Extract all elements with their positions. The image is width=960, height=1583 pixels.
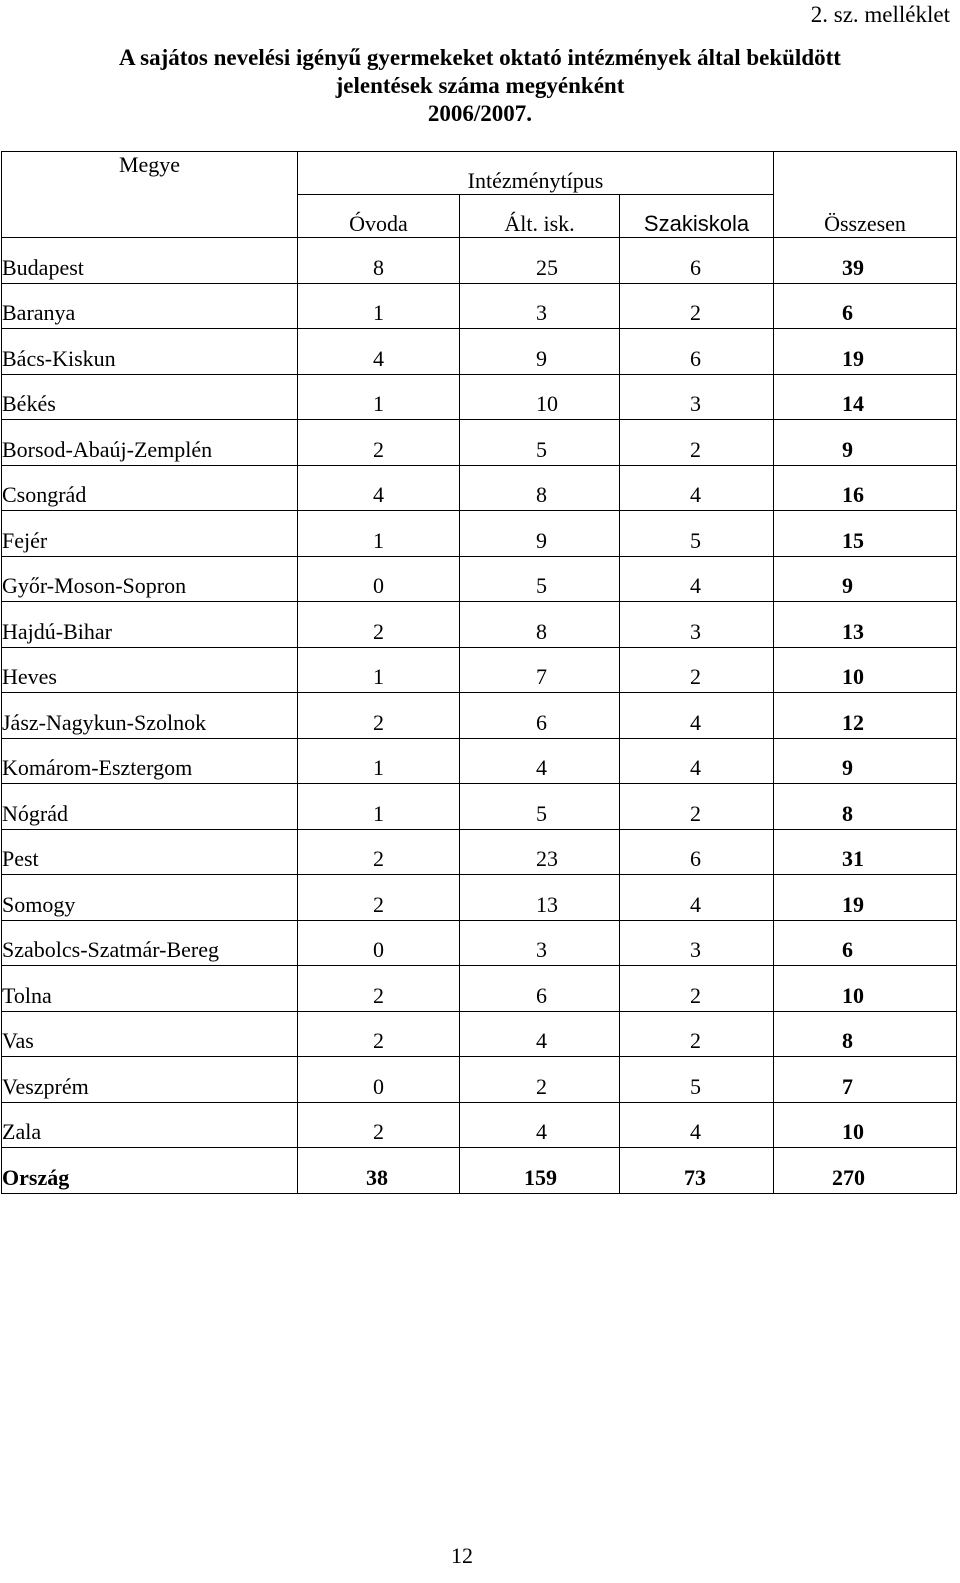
szakiskola-count-cell: 4: [620, 556, 774, 602]
total-count-cell: 9: [774, 556, 957, 602]
total-count-cell: 6: [774, 920, 957, 966]
header-institution-type: Intézménytípus: [298, 152, 774, 195]
alt-isk-count-cell: 25: [460, 238, 620, 284]
alt-isk-count-cell: 2: [460, 1057, 620, 1103]
county-cell: Budapest: [2, 238, 298, 284]
ovoda-count-cell: 0: [298, 920, 460, 966]
table-row: [2, 647, 957, 693]
alt-isk-count-cell: 9: [460, 511, 620, 557]
total-count-cell: 6: [774, 283, 957, 329]
szakiskola-count-cell: 4: [620, 738, 774, 784]
szakiskola-count-cell: 2: [620, 647, 774, 693]
total-count-cell: 19: [774, 329, 957, 375]
ovoda-count-cell: 1: [298, 511, 460, 557]
county-cell: Békés: [2, 374, 298, 420]
county-cell: Győr-Moson-Sopron: [2, 556, 298, 602]
county-cell: Tolna: [2, 966, 298, 1012]
table-row: [2, 1011, 957, 1057]
total-count-cell: 10: [774, 966, 957, 1012]
alt-isk-count-cell: 3: [460, 920, 620, 966]
ovoda-count-cell: 8: [298, 238, 460, 284]
szakiskola-count-cell: 73: [620, 1148, 774, 1194]
szakiskola-count-cell: 5: [620, 511, 774, 557]
table-row: [2, 238, 957, 284]
table-row: [2, 1102, 957, 1148]
szakiskola-count-cell: 2: [620, 420, 774, 466]
ovoda-count-cell: 38: [298, 1148, 460, 1194]
total-count-cell: 10: [774, 647, 957, 693]
alt-isk-count-cell: 6: [460, 693, 620, 739]
alt-isk-count-cell: 4: [460, 1102, 620, 1148]
total-count-cell: 8: [774, 1011, 957, 1057]
szakiskola-count-cell: 6: [620, 238, 774, 284]
table-row: [2, 511, 957, 557]
county-cell: Nógrád: [2, 784, 298, 830]
total-count-cell: 12: [774, 693, 957, 739]
table-row: [2, 966, 957, 1012]
alt-isk-count-cell: 7: [460, 647, 620, 693]
szakiskola-count-cell: 6: [620, 829, 774, 875]
county-cell: Somogy: [2, 875, 298, 921]
szakiskola-count-cell: 3: [620, 374, 774, 420]
alt-isk-count-cell: 4: [460, 1011, 620, 1057]
header-ovoda: Óvoda: [298, 195, 460, 238]
alt-isk-count-cell: 5: [460, 784, 620, 830]
total-count-cell: 10: [774, 1102, 957, 1148]
szakiskola-count-cell: 2: [620, 283, 774, 329]
ovoda-count-cell: 1: [298, 784, 460, 830]
ovoda-count-cell: 2: [298, 693, 460, 739]
alt-isk-count-cell: 9: [460, 329, 620, 375]
szakiskola-count-cell: 2: [620, 784, 774, 830]
county-cell: Baranya: [2, 283, 298, 329]
ovoda-count-cell: 2: [298, 1011, 460, 1057]
report-table: [1, 151, 957, 1194]
ovoda-count-cell: 2: [298, 875, 460, 921]
alt-isk-count-cell: 3: [460, 283, 620, 329]
table-row: [2, 738, 957, 784]
table-row: [2, 693, 957, 739]
county-cell: Borsod-Abaúj-Zemplén: [2, 420, 298, 466]
total-count-cell: 9: [774, 738, 957, 784]
table-row: [2, 875, 957, 921]
table-total-row: [2, 1148, 957, 1194]
county-cell: Fejér: [2, 511, 298, 557]
table-row: [2, 374, 957, 420]
table-body: [2, 238, 957, 1194]
ovoda-count-cell: 4: [298, 465, 460, 511]
szakiskola-count-cell: 3: [620, 920, 774, 966]
table-row: [2, 556, 957, 602]
header-szakiskola: Szakiskola: [620, 195, 774, 238]
county-cell: Zala: [2, 1102, 298, 1148]
county-cell: Ország: [2, 1148, 298, 1194]
county-cell: Komárom-Esztergom: [2, 738, 298, 784]
alt-isk-count-cell: 6: [460, 966, 620, 1012]
szakiskola-count-cell: 3: [620, 602, 774, 648]
total-count-cell: 8: [774, 784, 957, 830]
document-title: [0, 44, 960, 128]
ovoda-count-cell: 1: [298, 374, 460, 420]
szakiskola-count-cell: 5: [620, 1057, 774, 1103]
total-count-cell: 15: [774, 511, 957, 557]
alt-isk-count-cell: 10: [460, 374, 620, 420]
title-line-1: A sajátos nevelési igényű gyermekeket oktató intézmények által beküldött: [119, 45, 841, 70]
ovoda-count-cell: 1: [298, 283, 460, 329]
alt-isk-count-cell: 8: [460, 602, 620, 648]
table-row: [2, 602, 957, 648]
table-row: [2, 465, 957, 511]
szakiskola-count-cell: 4: [620, 465, 774, 511]
table-row: [2, 283, 957, 329]
title-line-2: jelentések száma megyénként: [335, 73, 625, 98]
ovoda-count-cell: 2: [298, 966, 460, 1012]
page-number: 12: [451, 1543, 473, 1568]
county-cell: Szabolcs-Szatmár-Bereg: [2, 920, 298, 966]
total-count-cell: 31: [774, 829, 957, 875]
total-count-cell: 13: [774, 602, 957, 648]
total-count-cell: 19: [774, 875, 957, 921]
szakiskola-count-cell: 2: [620, 966, 774, 1012]
szakiskola-count-cell: 4: [620, 1102, 774, 1148]
szakiskola-count-cell: 4: [620, 693, 774, 739]
county-cell: Hajdú-Bihar: [2, 602, 298, 648]
ovoda-count-cell: 2: [298, 829, 460, 875]
alt-isk-count-cell: 159: [460, 1148, 620, 1194]
header-county: Megye: [2, 152, 298, 238]
county-cell: Bács-Kiskun: [2, 329, 298, 375]
table-row: [2, 329, 957, 375]
total-count-cell: 39: [774, 238, 957, 284]
table-row: [2, 920, 957, 966]
county-cell: Veszprém: [2, 1057, 298, 1103]
szakiskola-count-cell: 4: [620, 875, 774, 921]
ovoda-count-cell: 0: [298, 556, 460, 602]
header-alt-isk: Ált. isk.: [460, 195, 620, 238]
county-cell: Heves: [2, 647, 298, 693]
alt-isk-count-cell: 8: [460, 465, 620, 511]
ovoda-count-cell: 2: [298, 420, 460, 466]
total-count-cell: 14: [774, 374, 957, 420]
alt-isk-count-cell: 13: [460, 875, 620, 921]
szakiskola-count-cell: 6: [620, 329, 774, 375]
ovoda-count-cell: 1: [298, 738, 460, 784]
ovoda-count-cell: 1: [298, 647, 460, 693]
szakiskola-count-cell: 2: [620, 1011, 774, 1057]
table-row: [2, 420, 957, 466]
table-header-row-1: [2, 152, 957, 195]
total-count-cell: 7: [774, 1057, 957, 1103]
alt-isk-count-cell: 23: [460, 829, 620, 875]
total-count-cell: 270: [774, 1148, 957, 1194]
total-count-cell: 9: [774, 420, 957, 466]
county-cell: Jász-Nagykun-Szolnok: [2, 693, 298, 739]
ovoda-count-cell: 4: [298, 329, 460, 375]
county-cell: Pest: [2, 829, 298, 875]
table-row: [2, 784, 957, 830]
county-cell: Csongrád: [2, 465, 298, 511]
header-total: Összesen: [774, 152, 957, 238]
total-count-cell: 16: [774, 465, 957, 511]
title-line-3: 2006/2007.: [427, 101, 533, 126]
ovoda-count-cell: 2: [298, 1102, 460, 1148]
ovoda-count-cell: 0: [298, 1057, 460, 1103]
alt-isk-count-cell: 5: [460, 420, 620, 466]
county-cell: Vas: [2, 1011, 298, 1057]
alt-isk-count-cell: 4: [460, 738, 620, 784]
table-row: [2, 1057, 957, 1103]
table-row: [2, 829, 957, 875]
annex-label: 2. sz. melléklet: [810, 2, 950, 27]
ovoda-count-cell: 2: [298, 602, 460, 648]
alt-isk-count-cell: 5: [460, 556, 620, 602]
